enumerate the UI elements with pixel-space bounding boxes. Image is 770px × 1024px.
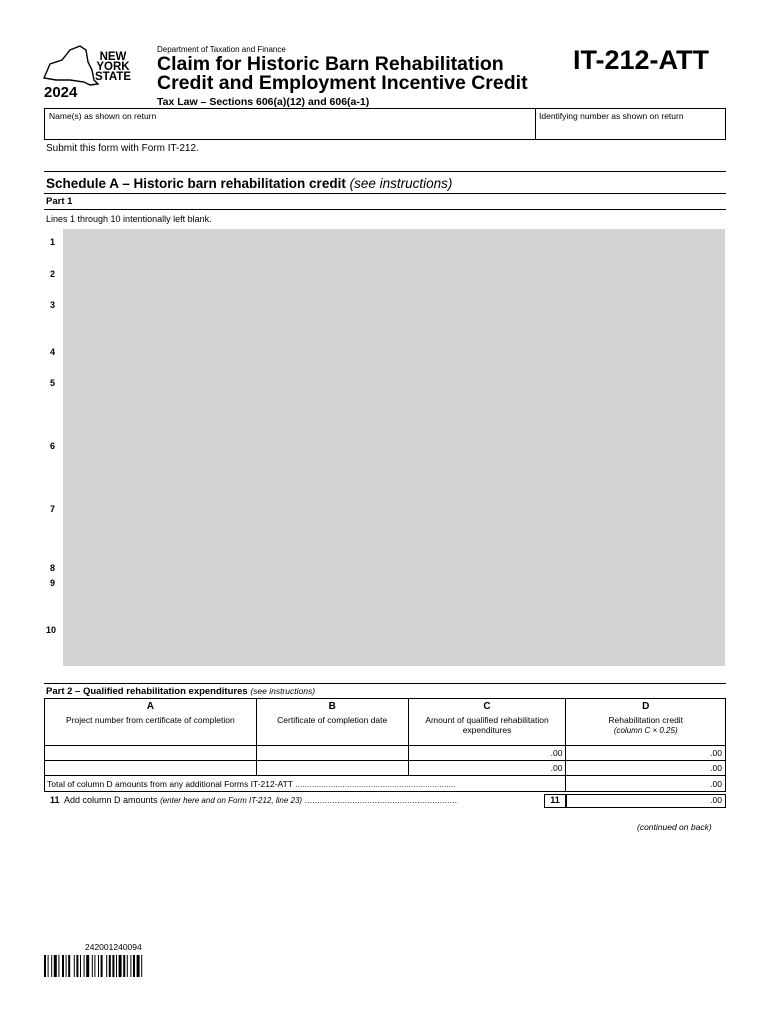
- line-number: 9: [50, 578, 56, 588]
- project-number-input[interactable]: [45, 746, 257, 761]
- line-number: 7: [50, 504, 56, 514]
- continued-note: (continued on back): [637, 822, 712, 832]
- line-number: 1: [50, 237, 56, 247]
- line-11: [44, 794, 726, 808]
- part1-title: Part 1: [46, 196, 73, 207]
- line-11-label: Add column D amounts (enter here and on Form IT-212, line 23) .............................................................: [64, 795, 458, 805]
- department-name: Department of Taxation and Finance: [157, 45, 286, 54]
- line-number: 6: [50, 441, 56, 451]
- new-york-state-map-icon: [40, 44, 100, 86]
- column-d-header: D Rehabilitation credit (column C × 0.25): [566, 699, 726, 746]
- table-header: [45, 699, 726, 746]
- blank-lines-area: [63, 229, 725, 666]
- tax-law-reference: Tax Law – Sections 606(a)(12) and 606(a-1): [157, 96, 370, 108]
- form-number: IT-212-ATT: [573, 45, 710, 75]
- divider: [44, 209, 726, 210]
- line-number: 10: [46, 625, 57, 635]
- column-a-header: A Project number from certificate of completion: [45, 699, 257, 746]
- table-row: [45, 746, 726, 761]
- line-number: 8: [50, 563, 56, 573]
- barcode-number: 242001240094: [85, 942, 142, 952]
- line-11-amount-input[interactable]: .00: [566, 794, 726, 808]
- form-title: Claim for Historic Barn Rehabilitation Credit and Employment Incentive Credit: [157, 53, 528, 94]
- divider: [44, 683, 726, 684]
- part1-note: Lines 1 through 10 intentionally left blank.: [46, 214, 212, 224]
- divider: [44, 171, 726, 172]
- tax-year: 2024: [44, 84, 78, 101]
- line-11-box-number: 11: [544, 794, 566, 808]
- line-number: 2: [50, 269, 56, 279]
- line-11-number: 11: [50, 795, 60, 805]
- credit-amount-input[interactable]: .00: [566, 746, 726, 761]
- schedule-a-title: Schedule A – Historic barn rehabilitation credit (see instructions): [46, 176, 453, 191]
- total-row: [45, 776, 726, 792]
- nys-logo: [40, 44, 140, 100]
- submit-note: Submit this form with Form IT-212.: [46, 143, 199, 154]
- name-field-label: Name(s) as shown on return: [49, 111, 157, 121]
- identity-box: [44, 108, 726, 140]
- expenditure-amount-input[interactable]: .00: [408, 746, 566, 761]
- logo-wordmark: NEW YORK STATE: [95, 51, 131, 83]
- id-field-label: Identifying number as shown on return: [539, 111, 684, 121]
- line-number: 5: [50, 378, 56, 388]
- total-label: Total of column D amounts from any additional Forms IT-212-ATT ....................................................................: [45, 776, 566, 792]
- project-number-input[interactable]: [45, 761, 257, 776]
- table-row: [45, 761, 726, 776]
- completion-date-input[interactable]: [256, 746, 408, 761]
- column-c-header: C Amount of qualified rehabilitation expenditures: [408, 699, 566, 746]
- expenditures-table: [44, 698, 726, 792]
- barcode-icon: [44, 955, 194, 982]
- expenditure-amount-input[interactable]: .00: [408, 761, 566, 776]
- divider: [44, 193, 726, 194]
- credit-amount-input[interactable]: .00: [566, 761, 726, 776]
- total-amount-input[interactable]: .00: [566, 776, 726, 792]
- completion-date-input[interactable]: [256, 761, 408, 776]
- part2-title: Part 2 – Qualified rehabilitation expenditures (see instructions): [46, 686, 316, 697]
- line-number: 4: [50, 347, 56, 357]
- line-number: 3: [50, 300, 56, 310]
- column-b-header: B Certificate of completion date: [256, 699, 408, 746]
